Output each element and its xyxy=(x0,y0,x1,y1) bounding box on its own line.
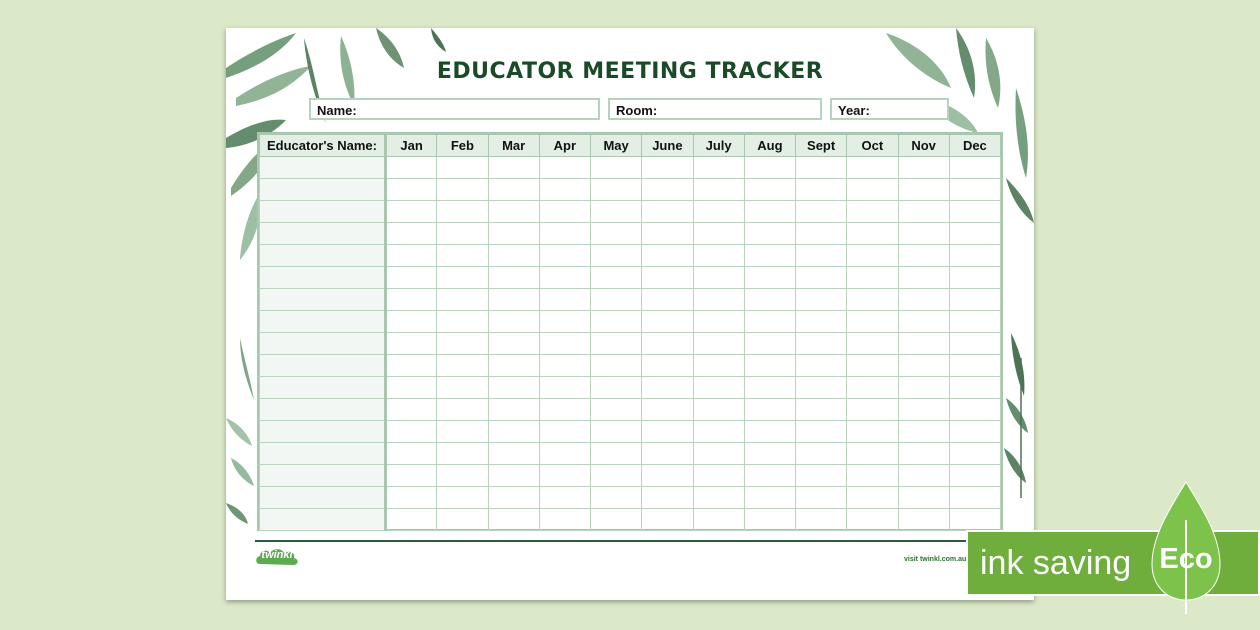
educator-name-cell[interactable] xyxy=(260,399,386,421)
meeting-cell[interactable] xyxy=(949,267,1000,289)
meeting-cell[interactable] xyxy=(437,201,488,223)
meeting-cell[interactable] xyxy=(591,223,642,245)
meeting-cell[interactable] xyxy=(847,223,898,245)
meeting-cell[interactable] xyxy=(539,267,590,289)
meeting-cell[interactable] xyxy=(386,201,437,223)
meeting-cell[interactable] xyxy=(642,465,693,487)
meeting-cell[interactable] xyxy=(949,421,1000,443)
meeting-cell[interactable] xyxy=(744,509,795,531)
month-header: Dec xyxy=(949,135,1000,157)
meeting-cell[interactable] xyxy=(539,157,590,179)
meeting-cell[interactable] xyxy=(898,355,949,377)
meeting-cell[interactable] xyxy=(693,333,744,355)
meeting-cell[interactable] xyxy=(437,333,488,355)
meeting-cell[interactable] xyxy=(437,311,488,333)
meeting-cell[interactable] xyxy=(744,421,795,443)
meeting-cell[interactable] xyxy=(539,223,590,245)
meeting-cell[interactable] xyxy=(437,157,488,179)
table-row xyxy=(260,201,1001,223)
meeting-cell[interactable] xyxy=(847,179,898,201)
meeting-cell[interactable] xyxy=(591,179,642,201)
meeting-cell[interactable] xyxy=(744,355,795,377)
meeting-cell[interactable] xyxy=(437,443,488,465)
meeting-cell[interactable] xyxy=(744,289,795,311)
meeting-cell[interactable] xyxy=(539,443,590,465)
meeting-cell[interactable] xyxy=(847,465,898,487)
meeting-cell[interactable] xyxy=(796,487,847,509)
meeting-cell[interactable] xyxy=(949,465,1000,487)
meeting-cell[interactable] xyxy=(796,311,847,333)
meeting-cell[interactable] xyxy=(488,355,539,377)
meeting-cell[interactable] xyxy=(437,399,488,421)
meeting-cell[interactable] xyxy=(744,223,795,245)
meeting-cell[interactable] xyxy=(898,509,949,531)
educator-name-header: Educator's Name: xyxy=(260,135,386,157)
year-field[interactable] xyxy=(830,98,949,120)
meeting-cell[interactable] xyxy=(898,311,949,333)
meeting-cell[interactable] xyxy=(642,311,693,333)
month-header: Sept xyxy=(796,135,847,157)
meeting-cell[interactable] xyxy=(488,179,539,201)
meeting-cell[interactable] xyxy=(949,509,1000,531)
meeting-cell[interactable] xyxy=(488,399,539,421)
meeting-cell[interactable] xyxy=(437,509,488,531)
meeting-cell[interactable] xyxy=(488,223,539,245)
meeting-cell[interactable] xyxy=(796,509,847,531)
meeting-cell[interactable] xyxy=(744,311,795,333)
educator-name-cell[interactable] xyxy=(260,289,386,311)
meeting-cell[interactable] xyxy=(591,509,642,531)
meeting-cell[interactable] xyxy=(693,157,744,179)
meeting-cell[interactable] xyxy=(847,399,898,421)
meeting-cell[interactable] xyxy=(744,179,795,201)
meeting-cell[interactable] xyxy=(539,289,590,311)
meeting-cell[interactable] xyxy=(642,355,693,377)
meeting-cell[interactable] xyxy=(539,465,590,487)
meeting-cell[interactable] xyxy=(386,421,437,443)
meeting-cell[interactable] xyxy=(949,223,1000,245)
meeting-cell[interactable] xyxy=(591,157,642,179)
meeting-cell[interactable] xyxy=(744,157,795,179)
meeting-cell[interactable] xyxy=(488,201,539,223)
educator-name-cell[interactable] xyxy=(260,443,386,465)
meeting-cell[interactable] xyxy=(437,377,488,399)
meeting-cell[interactable] xyxy=(693,487,744,509)
meeting-cell[interactable] xyxy=(488,311,539,333)
name-field[interactable] xyxy=(309,98,600,120)
meeting-cell[interactable] xyxy=(949,179,1000,201)
meeting-cell[interactable] xyxy=(642,487,693,509)
meeting-cell[interactable] xyxy=(539,377,590,399)
meeting-cell[interactable] xyxy=(437,289,488,311)
meeting-cell[interactable] xyxy=(693,223,744,245)
footer-divider xyxy=(255,540,1005,542)
meeting-cell[interactable] xyxy=(898,245,949,267)
meeting-cell[interactable] xyxy=(847,421,898,443)
page-title: EDUCATOR MEETING TRACKER xyxy=(436,59,824,84)
meeting-cell[interactable] xyxy=(847,201,898,223)
month-header: Feb xyxy=(437,135,488,157)
table-row xyxy=(260,157,1001,179)
meeting-cell[interactable] xyxy=(386,443,437,465)
meeting-cell[interactable] xyxy=(949,487,1000,509)
meeting-cell[interactable] xyxy=(796,157,847,179)
meeting-cell[interactable] xyxy=(386,179,437,201)
educator-name-cell[interactable] xyxy=(260,223,386,245)
month-header: Nov xyxy=(898,135,949,157)
meeting-cell[interactable] xyxy=(949,443,1000,465)
table-row xyxy=(260,179,1001,201)
room-label: Room: xyxy=(616,103,658,118)
meeting-cell[interactable] xyxy=(539,245,590,267)
meeting-cell[interactable] xyxy=(386,509,437,531)
meeting-cell[interactable] xyxy=(539,421,590,443)
meeting-cell[interactable] xyxy=(693,311,744,333)
meeting-cell[interactable] xyxy=(744,333,795,355)
meeting-cell[interactable] xyxy=(744,399,795,421)
educator-name-cell[interactable] xyxy=(260,487,386,509)
educator-name-cell[interactable] xyxy=(260,509,386,531)
meeting-cell[interactable] xyxy=(847,333,898,355)
meeting-cell[interactable] xyxy=(847,443,898,465)
meeting-cell[interactable] xyxy=(949,311,1000,333)
meeting-cell[interactable] xyxy=(847,487,898,509)
meeting-cell[interactable] xyxy=(693,399,744,421)
meeting-cell[interactable] xyxy=(898,157,949,179)
meeting-cell[interactable] xyxy=(642,179,693,201)
educator-name-cell[interactable] xyxy=(260,311,386,333)
meeting-cell[interactable] xyxy=(898,487,949,509)
meeting-cell[interactable] xyxy=(796,245,847,267)
meeting-cell[interactable] xyxy=(591,267,642,289)
meeting-cell[interactable] xyxy=(642,377,693,399)
meeting-cell[interactable] xyxy=(949,157,1000,179)
meeting-cell[interactable] xyxy=(437,355,488,377)
meeting-cell[interactable] xyxy=(642,201,693,223)
table-row xyxy=(260,333,1001,355)
year-label: Year: xyxy=(838,103,870,118)
educator-name-cell[interactable] xyxy=(260,179,386,201)
table-row xyxy=(260,267,1001,289)
educator-name-cell[interactable] xyxy=(260,245,386,267)
ink-saving-label: ink saving xyxy=(980,544,1132,582)
meeting-cell[interactable] xyxy=(898,179,949,201)
table-row xyxy=(260,311,1001,333)
meeting-cell[interactable] xyxy=(539,487,590,509)
meeting-cell[interactable] xyxy=(642,223,693,245)
meeting-cell[interactable] xyxy=(642,267,693,289)
meeting-cell[interactable] xyxy=(796,421,847,443)
meeting-cell[interactable] xyxy=(488,157,539,179)
meeting-cell[interactable] xyxy=(949,377,1000,399)
meeting-cell[interactable] xyxy=(386,311,437,333)
meeting-cell[interactable] xyxy=(847,289,898,311)
meeting-cell[interactable] xyxy=(591,487,642,509)
meeting-cell[interactable] xyxy=(642,157,693,179)
meeting-cell[interactable] xyxy=(693,355,744,377)
meeting-cell[interactable] xyxy=(539,355,590,377)
month-header: Jan xyxy=(386,135,437,157)
meeting-cell[interactable] xyxy=(539,311,590,333)
meeting-cell[interactable] xyxy=(386,289,437,311)
meeting-cell[interactable] xyxy=(437,267,488,289)
meeting-cell[interactable] xyxy=(796,333,847,355)
educator-name-cell[interactable] xyxy=(260,157,386,179)
educator-name-cell[interactable] xyxy=(260,333,386,355)
meeting-cell[interactable] xyxy=(949,201,1000,223)
meeting-cell[interactable] xyxy=(693,201,744,223)
educator-name-cell[interactable] xyxy=(260,421,386,443)
meeting-cell[interactable] xyxy=(744,201,795,223)
meeting-cell[interactable] xyxy=(591,421,642,443)
month-header: June xyxy=(642,135,693,157)
meeting-cell[interactable] xyxy=(693,421,744,443)
educator-name-cell[interactable] xyxy=(260,267,386,289)
table-row xyxy=(260,487,1001,509)
meeting-cell[interactable] xyxy=(847,157,898,179)
meeting-tracker-table xyxy=(257,132,1003,531)
meeting-cell[interactable] xyxy=(693,245,744,267)
meeting-cell[interactable] xyxy=(488,377,539,399)
meeting-cell[interactable] xyxy=(386,333,437,355)
visit-url[interactable]: visit twinkl.com.au xyxy=(904,556,967,563)
meeting-cell[interactable] xyxy=(693,377,744,399)
meeting-cell[interactable] xyxy=(744,377,795,399)
meeting-cell[interactable] xyxy=(488,443,539,465)
meeting-cell[interactable] xyxy=(796,267,847,289)
meeting-cell[interactable] xyxy=(693,443,744,465)
meeting-cell[interactable] xyxy=(539,399,590,421)
meeting-cell[interactable] xyxy=(796,443,847,465)
meeting-cell[interactable] xyxy=(591,245,642,267)
meeting-cell[interactable] xyxy=(949,245,1000,267)
eco-tag: Eco xyxy=(1159,543,1213,575)
meeting-cell[interactable] xyxy=(949,399,1000,421)
educator-name-cell[interactable] xyxy=(260,377,386,399)
month-header: Oct xyxy=(847,135,898,157)
meeting-cell[interactable] xyxy=(898,267,949,289)
table-row xyxy=(260,355,1001,377)
twinkl-logo: twinkl xyxy=(254,546,300,568)
meeting-cell[interactable] xyxy=(642,421,693,443)
meeting-cell[interactable] xyxy=(847,509,898,531)
table-row xyxy=(260,289,1001,311)
meeting-cell[interactable] xyxy=(796,201,847,223)
table-row xyxy=(260,223,1001,245)
meeting-cell[interactable] xyxy=(386,223,437,245)
meeting-cell[interactable] xyxy=(539,201,590,223)
meeting-cell[interactable] xyxy=(744,443,795,465)
table-row xyxy=(260,465,1001,487)
meeting-cell[interactable] xyxy=(386,267,437,289)
meeting-cell[interactable] xyxy=(591,399,642,421)
meeting-cell[interactable] xyxy=(488,267,539,289)
meeting-cell[interactable] xyxy=(488,509,539,531)
meeting-cell[interactable] xyxy=(898,421,949,443)
meeting-cell[interactable] xyxy=(847,311,898,333)
meeting-cell[interactable] xyxy=(693,267,744,289)
meeting-cell[interactable] xyxy=(693,465,744,487)
meeting-cell[interactable] xyxy=(591,333,642,355)
meeting-cell[interactable] xyxy=(796,377,847,399)
meeting-cell[interactable] xyxy=(591,355,642,377)
meeting-cell[interactable] xyxy=(591,201,642,223)
meeting-cell[interactable] xyxy=(642,289,693,311)
meeting-cell[interactable] xyxy=(437,223,488,245)
table-row xyxy=(260,509,1001,531)
month-header: May xyxy=(591,135,642,157)
meeting-cell[interactable] xyxy=(744,245,795,267)
meeting-cell[interactable] xyxy=(386,487,437,509)
meeting-cell[interactable] xyxy=(642,245,693,267)
meeting-cell[interactable] xyxy=(744,465,795,487)
meeting-cell[interactable] xyxy=(744,487,795,509)
meeting-cell[interactable] xyxy=(744,267,795,289)
meeting-cell[interactable] xyxy=(796,223,847,245)
meeting-cell[interactable] xyxy=(386,245,437,267)
meeting-cell[interactable] xyxy=(539,509,590,531)
meeting-cell[interactable] xyxy=(437,421,488,443)
meeting-cell[interactable] xyxy=(591,443,642,465)
meeting-cell[interactable] xyxy=(488,465,539,487)
worksheet xyxy=(226,28,1034,600)
month-header: Apr xyxy=(539,135,590,157)
meeting-cell[interactable] xyxy=(949,289,1000,311)
table-row xyxy=(260,443,1001,465)
meeting-cell[interactable] xyxy=(693,289,744,311)
table-header-row xyxy=(260,135,1001,157)
meeting-cell[interactable] xyxy=(898,223,949,245)
meeting-cell[interactable] xyxy=(847,245,898,267)
meeting-cell[interactable] xyxy=(898,399,949,421)
meeting-cell[interactable] xyxy=(642,443,693,465)
meeting-cell[interactable] xyxy=(437,487,488,509)
name-label: Name: xyxy=(317,103,357,118)
meeting-cell[interactable] xyxy=(488,245,539,267)
meeting-cell[interactable] xyxy=(642,399,693,421)
meeting-cell[interactable] xyxy=(898,465,949,487)
meeting-cell[interactable] xyxy=(386,377,437,399)
meeting-cell[interactable] xyxy=(898,289,949,311)
meeting-cell[interactable] xyxy=(488,289,539,311)
meeting-cell[interactable] xyxy=(437,179,488,201)
meeting-cell[interactable] xyxy=(693,509,744,531)
meeting-cell[interactable] xyxy=(386,355,437,377)
meeting-cell[interactable] xyxy=(949,333,1000,355)
meeting-cell[interactable] xyxy=(386,157,437,179)
meeting-cell[interactable] xyxy=(796,399,847,421)
month-header: Mar xyxy=(488,135,539,157)
meeting-cell[interactable] xyxy=(539,333,590,355)
meeting-cell[interactable] xyxy=(437,465,488,487)
meeting-cell[interactable] xyxy=(949,355,1000,377)
educator-name-cell[interactable] xyxy=(260,355,386,377)
meeting-cell[interactable] xyxy=(642,333,693,355)
meeting-cell[interactable] xyxy=(386,399,437,421)
meeting-cell[interactable] xyxy=(591,289,642,311)
meeting-cell[interactable] xyxy=(898,201,949,223)
table-row xyxy=(260,245,1001,267)
meeting-cell[interactable] xyxy=(796,289,847,311)
meeting-cell[interactable] xyxy=(488,421,539,443)
educator-name-cell[interactable] xyxy=(260,465,386,487)
meeting-cell[interactable] xyxy=(642,509,693,531)
table-row xyxy=(260,421,1001,443)
month-header: Aug xyxy=(744,135,795,157)
meeting-cell[interactable] xyxy=(539,179,590,201)
educator-name-cell[interactable] xyxy=(260,201,386,223)
meeting-cell[interactable] xyxy=(898,443,949,465)
meeting-cell[interactable] xyxy=(386,465,437,487)
meeting-cell[interactable] xyxy=(488,333,539,355)
meeting-cell[interactable] xyxy=(796,179,847,201)
month-header: July xyxy=(693,135,744,157)
meeting-cell[interactable] xyxy=(591,377,642,399)
meeting-cell[interactable] xyxy=(591,465,642,487)
table-row xyxy=(260,399,1001,421)
meeting-cell[interactable] xyxy=(591,311,642,333)
meeting-cell[interactable] xyxy=(437,245,488,267)
meeting-cell[interactable] xyxy=(847,355,898,377)
meeting-cell[interactable] xyxy=(898,333,949,355)
meeting-cell[interactable] xyxy=(796,355,847,377)
meeting-cell[interactable] xyxy=(796,465,847,487)
meeting-cell[interactable] xyxy=(488,487,539,509)
table-row xyxy=(260,377,1001,399)
meeting-cell[interactable] xyxy=(898,377,949,399)
meeting-cell[interactable] xyxy=(693,179,744,201)
meeting-cell[interactable] xyxy=(847,267,898,289)
meeting-cell[interactable] xyxy=(847,377,898,399)
room-field[interactable] xyxy=(608,98,822,120)
